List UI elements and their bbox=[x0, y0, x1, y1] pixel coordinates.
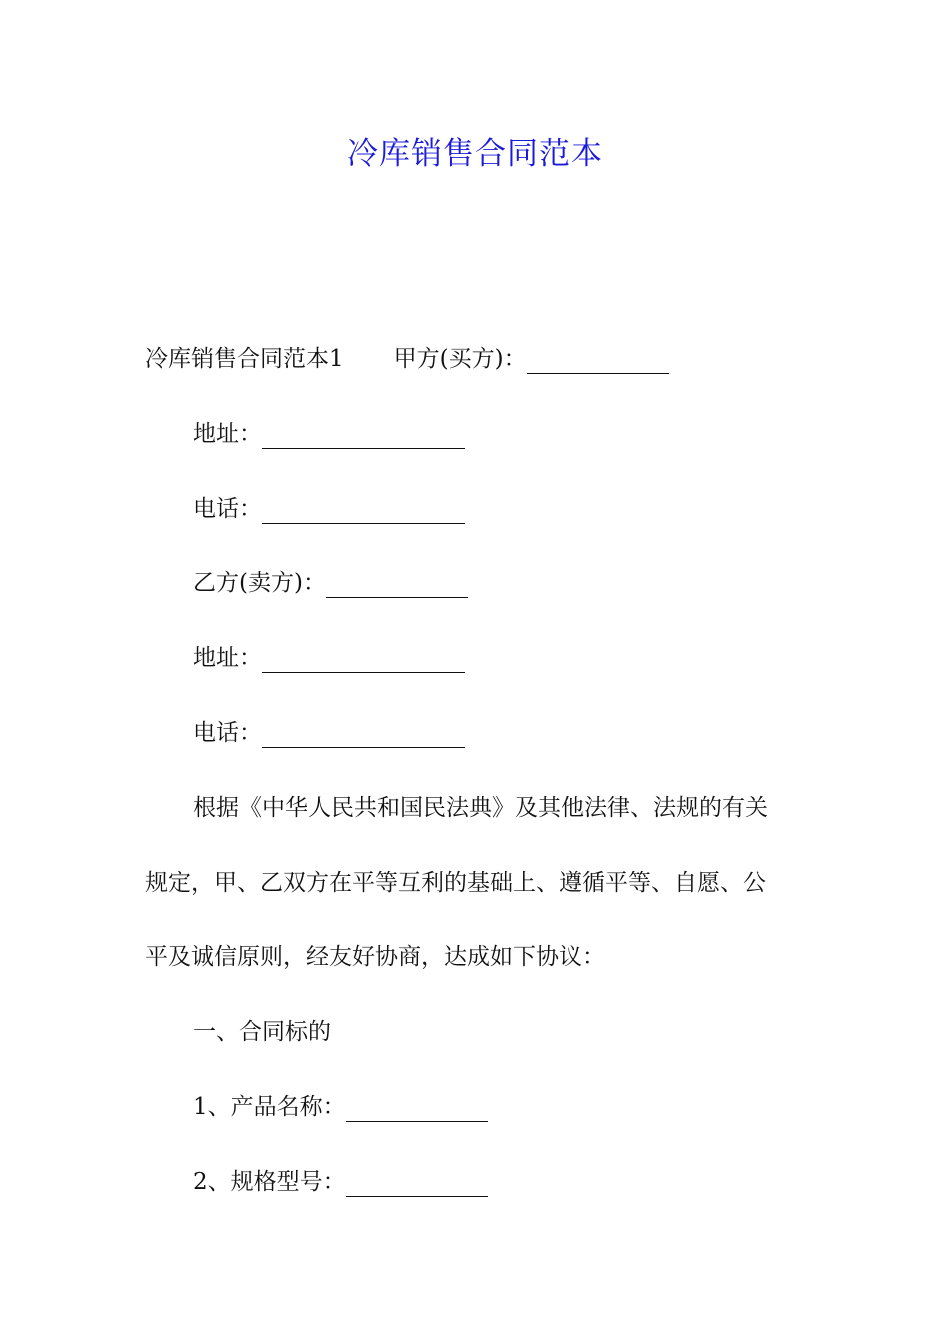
party-b-line bbox=[193, 568, 468, 598]
party-a-blank bbox=[527, 349, 669, 374]
contract-heading: 冷库销售合同范本1 bbox=[145, 346, 344, 372]
party-a-phone-blank bbox=[262, 499, 465, 524]
item-1-line bbox=[193, 1092, 488, 1122]
item-1-label: 1、产品名称： bbox=[193, 1094, 346, 1120]
paragraph-line-2: 规定，甲、乙双方在平等互利的基础上、遵循平等、自愿、公 bbox=[145, 870, 766, 896]
party-a-address-label: 地址： bbox=[193, 421, 262, 447]
item-2-blank bbox=[346, 1172, 488, 1197]
party-b-phone-blank bbox=[262, 723, 465, 748]
party-a-address-blank bbox=[262, 424, 465, 449]
paragraph-line-1: 根据《中华人民共和国民法典》及其他法律、法规的有关 bbox=[193, 795, 768, 821]
party-a-phone-line bbox=[193, 494, 465, 524]
party-b-address-line bbox=[193, 643, 465, 673]
item-2-line bbox=[193, 1167, 488, 1197]
party-a-address-line bbox=[193, 419, 465, 449]
item-1-blank bbox=[346, 1097, 488, 1122]
party-a-label: 甲方(买方)： bbox=[393, 346, 527, 372]
party-b-address-blank bbox=[262, 648, 465, 673]
party-b-label: 乙方(卖方)： bbox=[193, 570, 326, 596]
party-b-phone-line bbox=[193, 718, 465, 748]
item-2-label: 2、规格型号： bbox=[193, 1169, 346, 1195]
paragraph-line-3: 平及诚信原则，经友好协商，达成如下协议： bbox=[145, 944, 605, 970]
party-b-phone-label: 电话： bbox=[193, 720, 262, 746]
document-title: 冷库销售合同范本 bbox=[347, 136, 603, 172]
party-b-blank bbox=[326, 573, 468, 598]
party-b-address-label: 地址： bbox=[193, 645, 262, 671]
heading-party-a-line bbox=[145, 344, 669, 374]
party-a-phone-label: 电话： bbox=[193, 496, 262, 522]
section-1-heading: 一、合同标的 bbox=[193, 1019, 331, 1045]
